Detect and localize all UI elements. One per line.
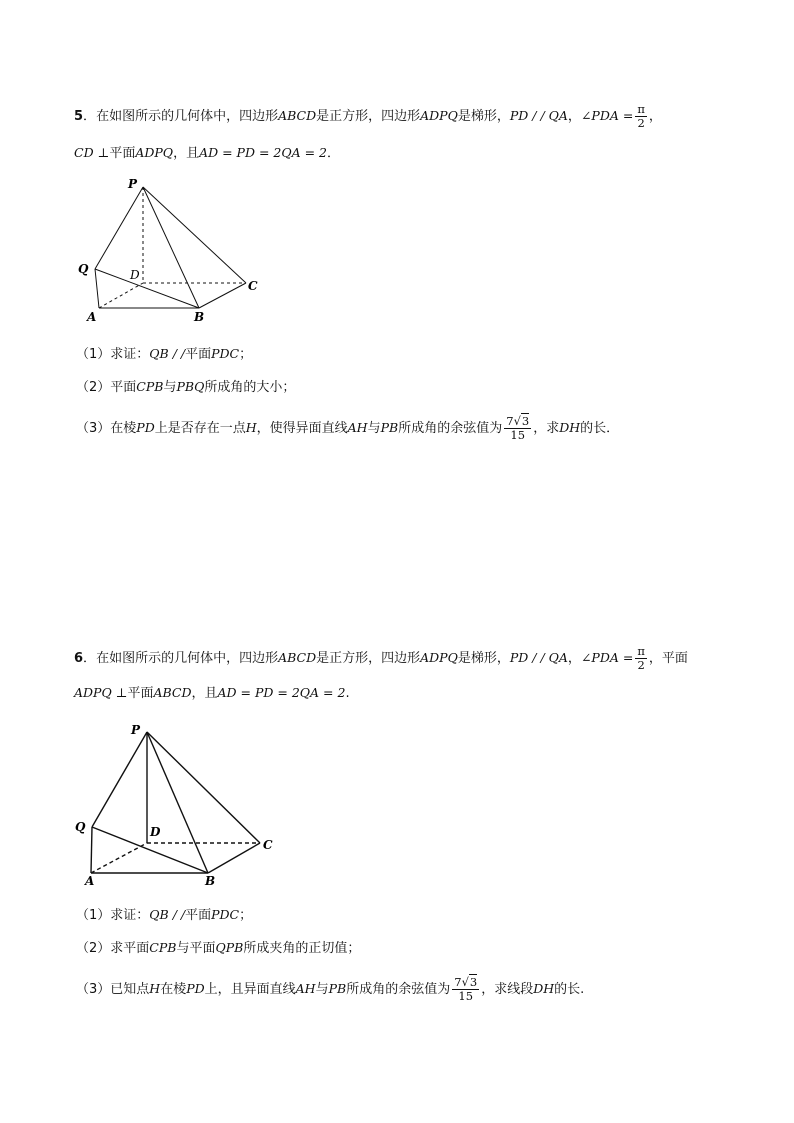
q6-label-B: B (205, 874, 216, 888)
edge-PQ (92, 732, 147, 827)
q5-label-D: D (130, 268, 140, 282)
q6-number: 6 (74, 651, 84, 666)
edge-AD (99, 283, 143, 308)
q5-label-A: A (87, 310, 97, 324)
edge-QA (91, 827, 92, 873)
q5-figure (70, 175, 270, 325)
edge-PC (147, 732, 260, 843)
q5-label-B: B (194, 310, 205, 324)
q6-cos-fraction: $\frac{7√3}{15}$ (454, 975, 478, 1003)
q6-figure (70, 715, 290, 890)
q6-label-Q: Q (75, 820, 86, 834)
q6-label-A: A (85, 874, 95, 888)
q6-angle-fraction: $\frac{\pi}{2}$ (637, 644, 645, 672)
q6-label-P: P (131, 723, 141, 737)
q5-label-P: P (128, 177, 138, 191)
q6-label-C: C (263, 838, 273, 852)
q6-stem-line2: ADPQ ⊥平面ABCD，且AD = PD = 2QA = 2. (74, 685, 350, 701)
q5-sub2: （2）平面CPB与PBQ所成角的大小； (76, 379, 296, 395)
edge-AD (91, 843, 147, 873)
q6-sub1: （1）求证：QB / /平面PDC； (76, 907, 253, 923)
q5-label-C: C (248, 279, 258, 293)
q5-sub3: （3）在棱PD上是否存在一点H，使得异面直线AH与PB所成角的余弦值为 $\frac{7√3}{15}$ ，求DH的长． (76, 414, 620, 442)
edge-QA (95, 269, 99, 308)
edge-PQ (95, 187, 143, 269)
q6-label-D: D (150, 825, 161, 839)
q6-sub3: （3）已知点H在棱PD上，且异面直线AH与PB所成角的余弦值为 $\frac{7√3}{15}$ ，求线段DH的长. (76, 975, 585, 1003)
edge-PC (143, 187, 246, 283)
q6-sub2: （2）求平面CPB与平面QPB所成夹角的正切值； (76, 940, 361, 956)
edge-BC (208, 843, 260, 873)
q5-number: 5 (74, 109, 84, 124)
edge-BC (199, 283, 246, 308)
q5-stem-line1: 5．在如图所示的几何体中，四边形ABCD是正方形，四边形ADPQ是梯形，PD / / QA，∠PDA = $\frac{\pi}{2}$ ， (74, 102, 662, 130)
q5-sub1: （1）求证：QB / /平面PDC； (76, 346, 253, 362)
q5-stem-line2: CD ⊥平面ADPQ，且AD = PD = 2QA = 2． (74, 145, 341, 161)
q5-label-Q: Q (78, 262, 89, 276)
q5-cos-fraction: $\frac{7√3}{15}$ (506, 414, 530, 442)
q5-angle-fraction: $\frac{\pi}{2}$ (637, 102, 645, 130)
q6-stem-line1: 6．在如图所示的几何体中，四边形ABCD是正方形，四边形ADPQ是梯形，PD / / QA，∠PDA = $\frac{\pi}{2}$ ，平面 (74, 644, 688, 672)
